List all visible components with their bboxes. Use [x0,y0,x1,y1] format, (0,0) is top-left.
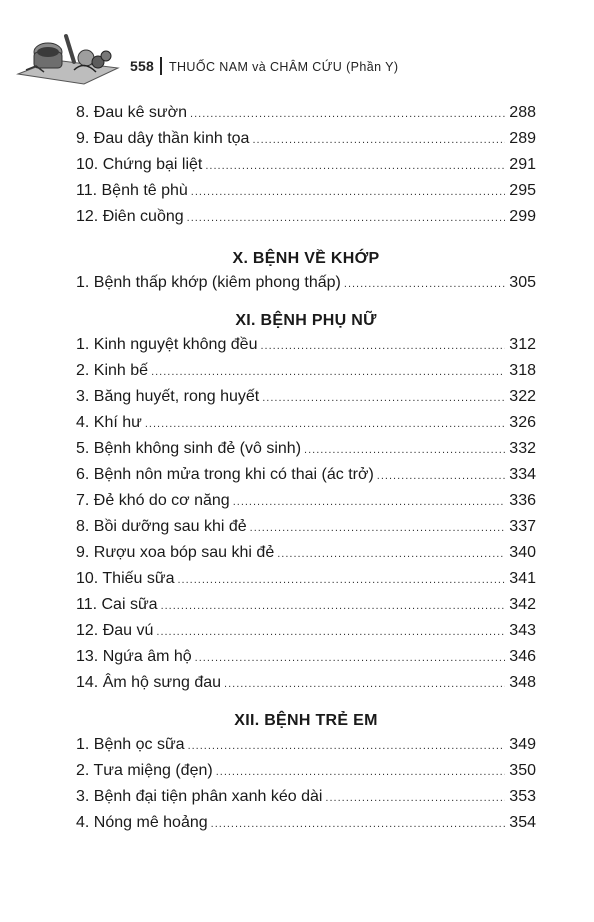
dot-leader [252,134,505,146]
page-number: 558 [130,58,154,74]
toc-entry [76,622,536,648]
toc-entry-label: 1. Kinh nguyệt không đều [76,336,258,353]
toc-entry-page: 299 [509,208,536,225]
toc-entry [76,518,536,544]
toc-entry [76,414,536,440]
dot-leader [190,108,505,120]
toc-entry-page: 305 [509,274,536,291]
dot-leader [211,818,506,830]
toc-entry [76,182,536,208]
toc-entry-page: 343 [509,622,536,639]
dot-leader [187,212,506,224]
header-divider [160,57,162,75]
toc-entry-label: 2. Tưa miệng (đẹn) [76,762,213,779]
toc-entry-page: 354 [509,814,536,831]
herbal-medicine-illustration [14,30,124,86]
toc-entry [76,788,536,814]
toc-entry-label: 10. Thiếu sữa [76,570,175,587]
toc-entry [76,648,536,674]
toc-entry [76,362,536,388]
dot-leader [277,548,505,560]
toc-entry-label: 1. Bệnh ọc sữa [76,736,185,753]
toc-entry-label: 9. Rượu xoa bóp sau khi đẻ [76,544,275,561]
toc-entry-page: 291 [509,156,536,173]
dot-leader [188,740,506,752]
toc-entry-page: 295 [509,182,536,199]
toc-entry-label: 8. Bồi dưỡng sau khi đẻ [76,518,247,535]
toc-entry [76,388,536,414]
toc-entry-page: 346 [509,648,536,665]
toc-entry-page: 289 [509,130,536,147]
toc-entry-page: 312 [509,336,536,353]
toc-entry [76,466,536,492]
toc-entry-label: 5. Bệnh không sinh đẻ (vô sinh) [76,440,302,457]
toc-entry-label: 2. Kinh bế [76,362,149,379]
toc-entry-page: 332 [509,440,536,457]
toc-entry-page: 336 [509,492,536,509]
toc-entry [76,814,536,840]
toc-entry [76,104,536,130]
toc-entry [76,570,536,596]
dot-leader [233,496,506,508]
table-of-contents [76,104,536,840]
toc-entry-label: 3. Băng huyết, rong huyết [76,388,260,405]
toc-entry-label: 11. Bệnh tê phù [76,182,188,199]
section-heading: XI. BỆNH PHỤ NỮ [235,312,377,329]
toc-entry-label: 11. Cai sữa [76,596,158,613]
toc-entry-label: 12. Đau vú [76,622,154,639]
toc-entry-page: 353 [509,788,536,805]
toc-entry-label: 4. Nóng mê hoảng [76,814,208,831]
toc-entry [76,208,536,234]
toc-entry-page: 350 [509,762,536,779]
toc-sections [76,244,536,840]
toc-entry [76,492,536,518]
toc-entry-label: 8. Đau kê sườn [76,104,188,121]
dot-leader [304,444,505,456]
toc-entry [76,674,536,700]
toc-entry-label: 9. Đau dây thần kinh tọa [76,130,250,147]
book-title: THUỐC NAM và CHÂM CỨU (Phần Y) [168,60,399,74]
toc-entry-label: 3. Bệnh đại tiện phân xanh kéo dài [76,788,323,805]
toc-entry [76,596,536,622]
toc-entry-page: 342 [509,596,536,613]
toc-entry-page: 288 [509,104,536,121]
toc-entry [76,156,536,182]
toc-entry-label: 10. Chứng bại liệt [76,156,203,173]
dot-leader [344,278,505,290]
toc-entry [76,762,536,788]
toc-entry [76,736,536,762]
section-heading: X. BỆNH VỀ KHỚP [232,250,380,267]
toc-entry-label: 13. Ngứa âm hộ [76,648,192,665]
toc-entry-label: 12. Điên cuồng [76,208,184,225]
toc-entry-page: 349 [509,736,536,753]
toc-entry [76,274,536,300]
toc-entry-page: 334 [509,466,536,483]
dot-leader [195,652,506,664]
toc-entry-page: 348 [509,674,536,691]
toc-entry-label: 14. Âm hộ sưng đau [76,674,222,691]
toc-entry-page: 337 [509,518,536,535]
dot-leader [145,418,505,430]
toc-entry [76,544,536,570]
toc-entry [76,440,536,466]
dot-leader [325,792,505,804]
toc-entry-label: 1. Bệnh thấp khớp (kiêm phong thấp) [76,274,341,291]
toc-entry-page: 340 [509,544,536,561]
dot-leader [216,766,506,778]
toc-entry-label: 4. Khí hư [76,414,142,431]
toc-entry-label: 6. Bệnh nôn mửa trong khi có thai (ác trở) [76,466,374,483]
dot-leader [205,160,505,172]
toc-entry [76,130,536,156]
toc-intro-entries [76,104,536,234]
dot-leader [151,366,505,378]
page-header [14,30,574,90]
dot-leader [177,574,505,586]
dot-leader [260,340,505,352]
section-heading: XII. BỆNH TRẺ EM [234,712,378,729]
dot-leader [377,470,506,482]
dot-leader [250,522,506,534]
dot-leader [224,678,505,690]
toc-entry-page: 326 [509,414,536,431]
toc-entry-page: 341 [509,570,536,587]
toc-entry [76,336,536,362]
toc-entry-label: 7. Đẻ khó do cơ năng [76,492,230,509]
toc-entry-page: 322 [509,388,536,405]
dot-leader [161,600,506,612]
dot-leader [262,392,505,404]
toc-entry-page: 318 [509,362,536,379]
dot-leader [156,626,505,638]
dot-leader [191,186,506,198]
running-header [130,57,398,75]
